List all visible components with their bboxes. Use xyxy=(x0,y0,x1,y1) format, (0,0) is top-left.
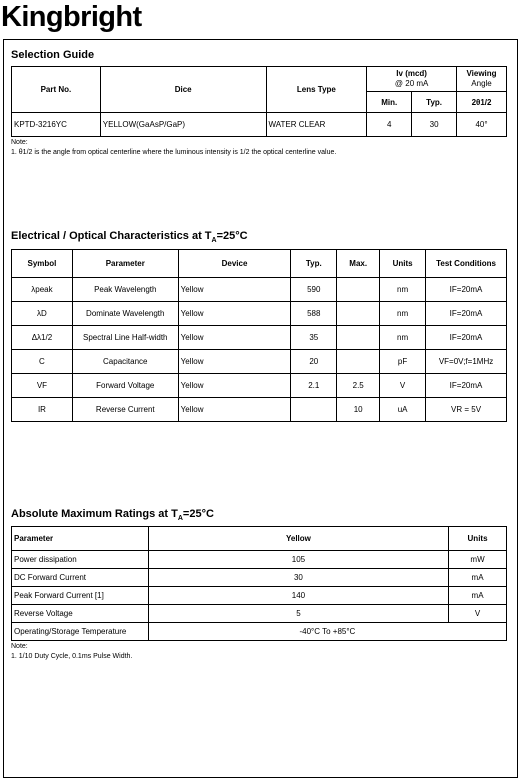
absolute-note-label: Note: xyxy=(11,643,28,650)
cell-units: V xyxy=(380,374,426,398)
header-iv xyxy=(367,67,457,92)
header-part-no: Part No. xyxy=(12,67,101,113)
header-parameter: Parameter xyxy=(12,527,149,551)
cell-value: 140 xyxy=(148,587,448,605)
electrical-title-sub: A xyxy=(211,237,217,245)
cell-parameter: Dominate Wavelength xyxy=(72,302,178,326)
cell-units: nm xyxy=(380,278,426,302)
cell-parameter: Peak Wavelength xyxy=(72,278,178,302)
header-iv-line1: Iv (mcd) xyxy=(396,69,427,78)
header-units: Units xyxy=(380,250,426,278)
cell-typ: 588 xyxy=(291,302,337,326)
cell-max: 10 xyxy=(337,398,380,422)
electrical-title-main: Electrical / Optical Characteristics at T xyxy=(11,230,212,242)
cell-angle: 40° xyxy=(457,113,507,137)
cell-max xyxy=(337,302,380,326)
header-yellow: Yellow xyxy=(148,527,448,551)
absolute-title xyxy=(11,508,214,522)
header-iv-line2: @ 20 mA xyxy=(394,79,429,88)
cell-parameter: Reverse Current xyxy=(72,398,178,422)
header-test-conditions: Test Conditions xyxy=(426,250,507,278)
cell-lens-type: WATER CLEAR xyxy=(266,113,367,137)
table-row xyxy=(12,623,507,641)
selection-guide-title: Selection Guide xyxy=(11,49,95,61)
table-row xyxy=(12,587,507,605)
cell-units: uA xyxy=(380,398,426,422)
table-row xyxy=(12,326,507,350)
header-symbol: Symbol xyxy=(12,250,73,278)
cell-typ: 20 xyxy=(291,350,337,374)
header-device: Device xyxy=(178,250,291,278)
header-viewing-line2: Angle xyxy=(471,79,492,88)
cell-symbol: λD xyxy=(12,302,73,326)
table-row xyxy=(12,278,507,302)
cell-max xyxy=(337,350,380,374)
cell-symbol: λpeak xyxy=(12,278,73,302)
table-row xyxy=(12,374,507,398)
cell-symbol: VF xyxy=(12,374,73,398)
cell-parameter: Power dissipation xyxy=(12,551,149,569)
cell-parameter: DC Forward Current xyxy=(12,569,149,587)
selection-guide-table xyxy=(11,66,507,137)
header-max: Max. xyxy=(337,250,380,278)
cell-parameter: Capacitance xyxy=(72,350,178,374)
cell-iv-min: 4 xyxy=(367,113,412,137)
cell-device: Yellow xyxy=(178,326,291,350)
cell-value: 30 xyxy=(148,569,448,587)
header-typ: Typ. xyxy=(291,250,337,278)
cell-condition: IF=20mA xyxy=(426,326,507,350)
cell-units: V xyxy=(449,605,507,623)
cell-max xyxy=(337,326,380,350)
absolute-ratings-table xyxy=(11,526,507,641)
cell-device: Yellow xyxy=(178,350,291,374)
table-row xyxy=(12,350,507,374)
cell-max xyxy=(337,278,380,302)
cell-device: Yellow xyxy=(178,302,291,326)
cell-condition: VR = 5V xyxy=(426,398,507,422)
cell-condition: VF=0V;f=1MHz xyxy=(426,350,507,374)
cell-value: 5 xyxy=(148,605,448,623)
header-lens-type: Lens Type xyxy=(266,67,367,113)
cell-condition: IF=20mA xyxy=(426,374,507,398)
selection-note xyxy=(11,138,336,158)
cell-units: mA xyxy=(449,587,507,605)
header-dice: Dice xyxy=(100,67,266,113)
electrical-table xyxy=(11,249,507,422)
cell-max: 2.5 xyxy=(337,374,380,398)
selection-note-text: 1. θ1/2 is the angle from optical centerline where the luminous intensity is 1/2 the optical centerline value. xyxy=(11,149,337,156)
cell-device: Yellow xyxy=(178,398,291,422)
absolute-note-text: 1. 1/10 Duty Cycle, 0.1ms Pulse Width. xyxy=(11,653,133,660)
selection-note-label: Note: xyxy=(11,139,28,146)
cell-symbol: C xyxy=(12,350,73,374)
cell-typ xyxy=(291,398,337,422)
cell-parameter: Spectral Line Half-width xyxy=(72,326,178,350)
cell-symbol: Δλ1/2 xyxy=(12,326,73,350)
cell-dice: YELLOW(GaAsP/GaP) xyxy=(100,113,266,137)
absolute-title-tail: =25°C xyxy=(182,508,214,520)
cell-parameter: Forward Voltage xyxy=(72,374,178,398)
absolute-title-main: Absolute Maximum Ratings at T xyxy=(11,508,178,520)
cell-units: mA xyxy=(449,569,507,587)
header-viewing xyxy=(457,67,507,92)
cell-typ: 2.1 xyxy=(291,374,337,398)
cell-part-no: KPTD-3216YC xyxy=(12,113,101,137)
cell-value: 105 xyxy=(148,551,448,569)
table-row xyxy=(12,398,507,422)
cell-iv-typ: 30 xyxy=(412,113,457,137)
electrical-title xyxy=(11,230,248,244)
cell-typ: 35 xyxy=(291,326,337,350)
header-viewing-line1: Viewing xyxy=(466,69,497,78)
header-typ: Typ. xyxy=(412,92,457,113)
table-row xyxy=(12,302,507,326)
table-row xyxy=(12,605,507,623)
cell-device: Yellow xyxy=(178,278,291,302)
cell-units: mW xyxy=(449,551,507,569)
table-row xyxy=(12,569,507,587)
header-angle: 2θ1/2 xyxy=(457,92,507,113)
cell-parameter: Reverse Voltage xyxy=(12,605,149,623)
cell-units: nm xyxy=(380,326,426,350)
cell-typ: 590 xyxy=(291,278,337,302)
absolute-title-sub: A xyxy=(177,515,183,523)
cell-condition: IF=20mA xyxy=(426,302,507,326)
electrical-title-tail: =25°C xyxy=(216,230,248,242)
table-row xyxy=(12,551,507,569)
header-units: Units xyxy=(449,527,507,551)
cell-device: Yellow xyxy=(178,374,291,398)
header-min: Min. xyxy=(367,92,412,113)
cell-units: pF xyxy=(380,350,426,374)
brand-logo: Kingbright xyxy=(1,1,142,33)
cell-symbol: IR xyxy=(12,398,73,422)
cell-parameter: Peak Forward Current [1] xyxy=(12,587,149,605)
cell-parameter: Operating/Storage Temperature xyxy=(12,623,149,641)
absolute-note xyxy=(11,642,132,662)
cell-units: nm xyxy=(380,302,426,326)
header-parameter: Parameter xyxy=(72,250,178,278)
cell-condition: IF=20mA xyxy=(426,278,507,302)
cell-value: -40°C To +85°C xyxy=(148,623,506,641)
